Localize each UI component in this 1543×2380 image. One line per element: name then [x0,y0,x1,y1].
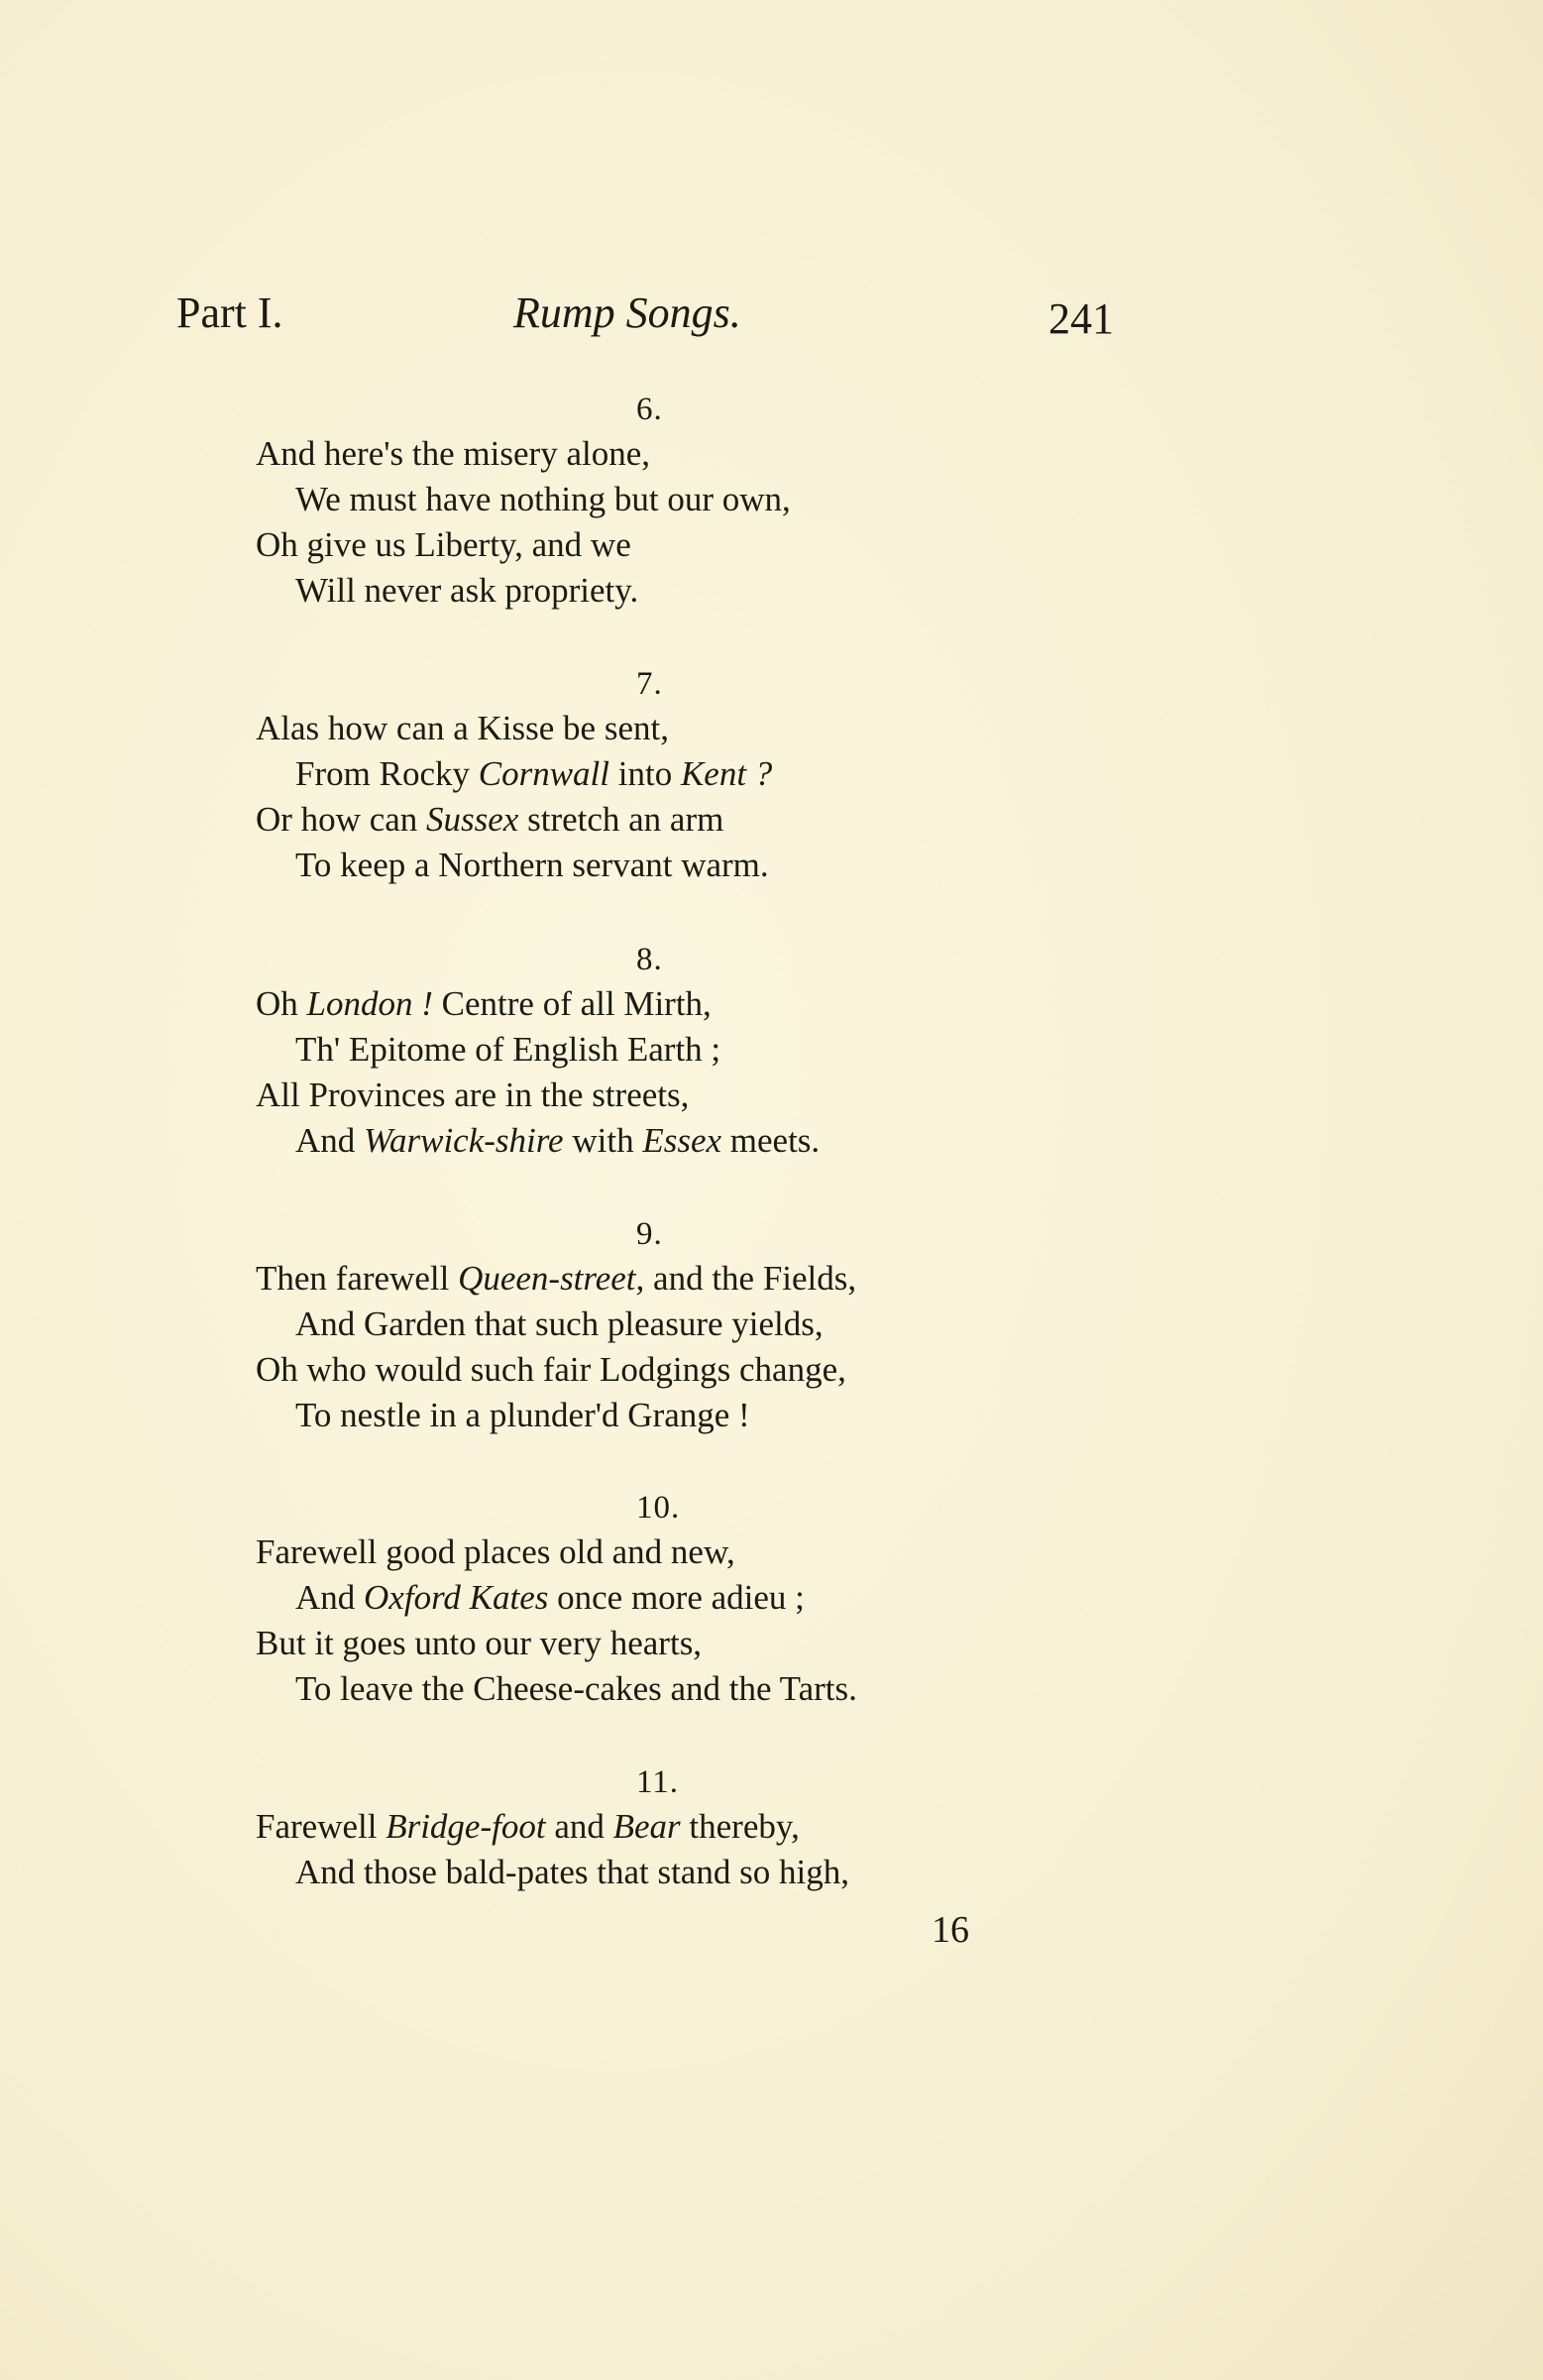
verse-text: Will never ask propriety. [295,571,639,610]
stanza-number: 7. [636,666,663,702]
stanza-number: 8. [636,942,663,977]
verse-text: To leave the Cheese-cakes and the Tarts. [295,1669,857,1708]
stanza-lines [256,706,772,888]
verse-line [256,706,772,751]
verse-text: Alas how can a Kisse be sent, [256,709,669,747]
verse-text: All Provinces are in the streets, [256,1076,690,1114]
verse-line [256,1666,857,1712]
page-number: 241 [1048,294,1114,343]
italic-text: Kent ? [680,754,773,793]
part-label: Part I. [176,288,283,337]
verse-text: Farewell [256,1807,386,1846]
verse-text: But it goes unto our very hearts, [256,1624,703,1662]
verse-line [256,1621,857,1666]
verse-text: and [545,1807,613,1846]
italic-text: Warwick-shire [364,1121,564,1160]
signature-mark: 16 [932,1909,969,1951]
italic-text: Cornwall [478,754,609,793]
verse-text: To keep a Northern servant warm. [295,846,769,884]
verse-line [256,477,791,522]
verse-line [256,751,772,797]
verse-line [256,1073,820,1118]
verse-text: Oh [256,984,307,1023]
stanza-lines [256,1804,849,1895]
verse-text: Oh who would such fair Lodgings change, [256,1350,846,1389]
verse-line [256,1347,856,1393]
verse-text: Oh give us Liberty, and we [256,525,631,564]
verse-line [256,1118,820,1164]
verse-text: thereby, [680,1807,800,1846]
verse-text: To nestle in a plunder'd Grange ! [295,1396,750,1434]
stanza-lines [256,1530,857,1712]
verse-text: Centre of all Mirth, [432,984,712,1023]
verse-line [256,568,791,614]
verse-line [256,1393,856,1438]
verse-text: meets. [721,1121,821,1160]
italic-text: Sussex [426,800,519,839]
verse-text: and the Fields, [644,1259,857,1298]
book-title: Rump Songs. [513,288,741,337]
stanza-number: 6. [636,392,663,427]
verse-text: Then farewell [256,1259,459,1298]
verse-line [256,981,820,1027]
verse-text: stretch an arm [518,800,724,839]
italic-text: Essex [642,1121,722,1160]
stanza-lines [256,431,791,614]
verse-line [256,431,791,477]
verse-text: Or how can [256,800,427,839]
stanza-lines [256,1256,856,1438]
italic-text: Bridge-foot [386,1807,546,1846]
stanza-lines [256,981,820,1164]
verse-text: We must have nothing but our own, [295,480,791,518]
verse-line [256,1302,856,1347]
stanza-number: 10. [636,1490,681,1526]
verse-text: Farewell good places old and new, [256,1532,735,1571]
verse-text: And [295,1578,365,1617]
verse-text: once more adieu ; [548,1578,805,1617]
verse-line [256,797,772,843]
stanza-number: 11. [636,1764,680,1800]
running-head [176,287,1128,347]
verse-line [256,1804,849,1850]
verse-text: And those bald-pates that stand so high, [295,1853,849,1891]
italic-text: Bear [612,1807,681,1846]
verse-line [256,1256,856,1302]
verse-text: Th' Epitome of English Earth ; [295,1030,721,1069]
verse-line [256,1530,857,1575]
italic-text: London ! [306,984,433,1023]
italic-text: Queen-street, [458,1259,645,1298]
verse-line [256,1027,820,1073]
verse-text: And [295,1121,365,1160]
verse-line [256,522,791,568]
verse-text: with [563,1121,643,1160]
verse-text: And Garden that such pleasure yields, [295,1304,824,1343]
verse-text: into [609,754,681,793]
verse-line [256,1850,849,1895]
verse-line [256,1575,857,1621]
stanza-number: 9. [636,1216,663,1252]
verse-line [256,843,772,888]
verse-text: And here's the misery alone, [256,434,650,473]
verse-text: From Rocky [295,754,479,793]
italic-text: Oxford Kates [364,1578,549,1617]
